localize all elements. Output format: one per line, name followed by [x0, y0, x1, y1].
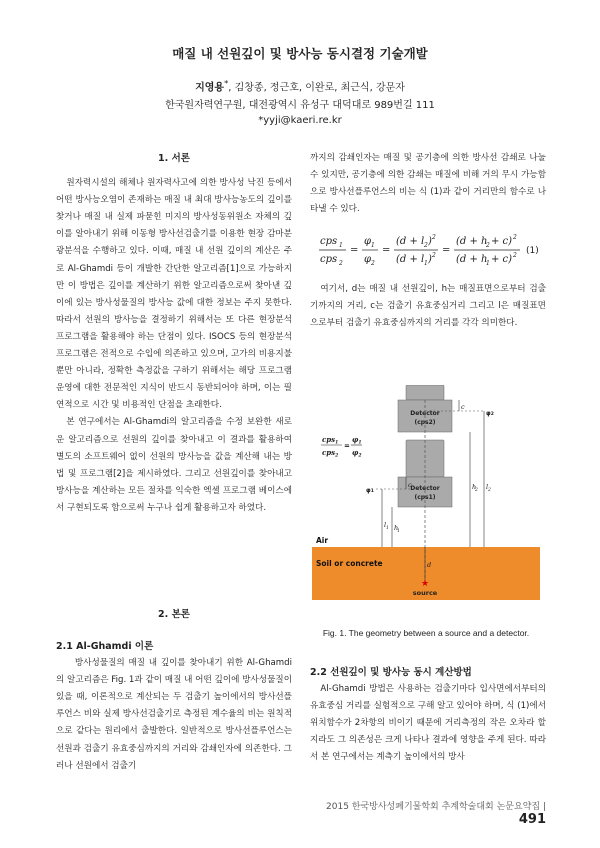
label-l2: l: [486, 483, 489, 491]
top-detector-label: Detector: [410, 410, 440, 417]
svg-text:(d + l: (d + l: [396, 236, 425, 247]
svg-text:φ: φ: [364, 236, 372, 247]
affiliation: 한국원자력연구원, 대전광역시 유성구 대덕대로 989번길 111: [165, 100, 435, 111]
svg-text:=: =: [382, 245, 391, 256]
paper-title: 매질 내 선원깊이 및 방사능 동시결정 기술개발: [172, 46, 428, 61]
page-footer: [300, 799, 546, 827]
svg-text:=: =: [344, 441, 350, 450]
label-l2-sub: 2: [488, 488, 491, 493]
equation-number: (1): [526, 246, 539, 256]
top-detector-cap: [406, 385, 444, 400]
equation-1: [316, 230, 546, 270]
svg-text:+ c): + c): [491, 254, 513, 265]
svg-text:cps2: cps$_2$: [322, 448, 339, 459]
right-column-middle: [310, 281, 546, 332]
label-c-bottom: c: [408, 481, 412, 489]
air-label: Air: [316, 536, 329, 545]
right-column-top: [310, 150, 546, 218]
svg-text:2: 2: [339, 260, 343, 267]
label-h1-sub: 1: [397, 529, 400, 534]
subsection-21-paragraph: 방사성물질의 매질 내 깊이를 찾아내기 위한 Al-Ghamdi의 알고리즘은 Fig. 1과 같이 매질 내 어떤 깊이에 방사성물질이 있을 때, 이론적으로 계산되는 두 검출기 높이에서의 방사선플루언스 비와 실제 방사선검출기로 측정된 계수율의 비는 원칙적으로 같다는 원리에서 출발한다. 일반적으로 방사선플루언스는 선원과 검출기 유효중심까지의 거리와 감쇄인자에 의존한다. 그러나 선원에서 검출기: [56, 658, 292, 771]
intro-paragraph-1: 원자력시설의 해체나 원자력사고에 의한 방사성 낙진 등에서 어떤 방사능오염이 존재하는 매질 내 최대 방사능농도의 깊이를 찾거나 매질 내 실제 파묻힌 미지의 방사성동위원소 자체의 깊이를 알아내기 위해 이동형 방사선검출기를 이용한 현장 감마분광분석을 수행하고 있다. 이때, 매질 내 선원 깊이의 계산은 주로 Al-Ghamdi 등이 개발한 간단한 알고리즘[1]으로 가능하지만 이 방법은 깊이를 계산하기 위한 알고리즘으로써 찾아낸 깊이에 있는 방사성물질의 방사능 값에 대한 정보는 주지 못한다. 따라서 선원의 방사능을 결정하기 위해서는 또 다른 현장분석 프로그램을 활용해야 하는 단점이 있다. ISOCS 등의 현장분석 프로그램은 전적으로 수입에 의존하고 있으며, 고가의 비용지불뿐만 아니라, 정확한 측정값을 구하기 위해서는 해당 프로그램 운영에 대한 전문적인 지식이 반드시 동반되어야 하며, 이는 필연적으로 시간 및 비용적인 단점을 초래한다.: [56, 178, 292, 411]
svg-text:1: 1: [371, 242, 375, 249]
top-detector-sublabel: (cps2): [414, 419, 436, 426]
author-list: [0, 78, 600, 93]
bottom-detector-label: Detector: [410, 485, 440, 492]
subsection-21: [56, 638, 292, 775]
svg-text:+ c): + c): [491, 236, 513, 247]
geometry-figure: [306, 385, 546, 600]
label-h2: h: [472, 483, 477, 491]
svg-text:(d + l: (d + l: [396, 254, 425, 265]
source-label: source: [412, 589, 438, 597]
footer-separator: |: [542, 802, 546, 812]
svg-text:φ: φ: [364, 254, 372, 265]
label-h1: h: [394, 524, 399, 532]
svg-text:1: 1: [486, 260, 490, 267]
svg-text:1: 1: [339, 242, 343, 249]
label-l1-sub: 1: [386, 526, 389, 531]
svg-text:2: 2: [513, 234, 517, 241]
svg-text:2: 2: [424, 242, 428, 249]
intro-paragraph-2: 본 연구에서는 Al-Ghamdi의 알고리즘을 수정 보완한 새로운 알고리즘으로 선원의 깊이를 찾아내고 이 결과를 활용하여 별도의 소프트웨어 없이 선원의 방사능을 값을 계산해 내는 방법 및 프로그램[2]을 제시하였다. 그리고 선원깊이를 찾아내고 방사능을 계산하는 모든 절차를 익숙한 엑셀 프로그램 베이스에서 구현되도록 함으로써 누구나 쉽게 활용하고자 하였다.: [56, 417, 292, 513]
svg-text:=: =: [442, 245, 451, 256]
figure-ratio: [321, 435, 362, 459]
svg-text:cps: cps: [320, 254, 338, 265]
section-body-heading: 2. 본론: [158, 609, 190, 620]
soil-label: Soil or concrete: [316, 559, 383, 568]
subsection-21-heading: 2.1 Al-Ghamdi 이론: [56, 641, 154, 652]
right-paragraph-1: 까지의 감쇄인자는 매질 및 공기층에 의한 방사선 감쇄로 나눌 수 있지만, 공기층에 의한 감쇄는 매질에 비해 거의 무시 가능함으로 방사선플루언스의 비는 식 (1)과 같이 거리만의 함수로 나타낼 수 있다.: [310, 153, 546, 215]
svg-text:φ1: $\varphi_1$: [352, 435, 362, 446]
left-column: [56, 150, 292, 517]
subsection-22-heading: 2.2 선원깊이 및 방사능 동시 계산방법: [310, 667, 472, 678]
svg-text:1: 1: [424, 260, 428, 267]
phi1-label: φ1: [366, 487, 374, 494]
svg-text:2: 2: [513, 252, 517, 259]
label-h2-sub: 2: [475, 488, 478, 493]
subsection-22: [310, 664, 546, 767]
svg-text:cps: cps: [320, 236, 338, 247]
svg-text:=: =: [350, 245, 359, 256]
svg-text:(d + h: (d + h: [456, 236, 488, 247]
figure-caption: Fig. 1. The geometry between a source and a detector.: [322, 628, 530, 638]
first-author: 지영용: [195, 82, 225, 94]
corresponding-mark: *: [224, 78, 229, 88]
svg-text:2: 2: [371, 260, 375, 267]
label-l1: l: [384, 521, 387, 529]
footer-text: 2015 한국방사성폐기물학회 추계학술대회 논문요약집: [326, 802, 541, 812]
svg-text:cps1: cps$_1$: [322, 435, 339, 446]
right-paragraph-2: 여기서, d는 매질 내 선원깊이, h는 매질표면으로부터 검출기까지의 거리, c는 검출기 유효중심거리 그리고 l은 매질표면으로부터 검출기 유효중심까지의 거리를 각각 의미한다.: [310, 284, 546, 329]
source-star-icon: ★: [420, 579, 430, 589]
phi2-label: φ2: [486, 410, 494, 417]
section-intro-heading: 1. 서론: [158, 153, 190, 164]
svg-text:(d + h: (d + h: [456, 254, 488, 265]
label-d: d: [427, 561, 432, 569]
svg-text:2: 2: [432, 234, 436, 241]
section-body-heading-wrap: [56, 606, 292, 623]
svg-text:φ2: $\varphi_2$: [352, 448, 362, 459]
page-number: 491: [518, 812, 546, 827]
label-c-top: c: [461, 403, 465, 411]
other-authors: , 김창종, 정근호, 이완로, 최근식, 강문자: [228, 82, 405, 94]
subsection-22-paragraph: Al-Ghamdi 방법은 사용하는 검출기마다 입사면에서부터의 유효중심 거리를 실험적으로 구해 알고 있어야 하며, 식 (1)에서 위치함수가 2차항의 비이기 때문에 거리측정의 작은 오차라 할지라도 그 의존성은 크게 나타나 결과에 영향을 주게 된다. 따라서 본 연구에서는 계측기 높이에서의 방사: [310, 684, 546, 763]
svg-text:): ): [428, 236, 432, 247]
svg-text:2: 2: [486, 242, 490, 249]
email: *yyji@kaeri.re.kr: [258, 115, 342, 126]
bottom-detector-sublabel: (cps1): [414, 494, 436, 501]
svg-text:2: 2: [432, 252, 436, 259]
svg-text:): ): [428, 254, 432, 265]
